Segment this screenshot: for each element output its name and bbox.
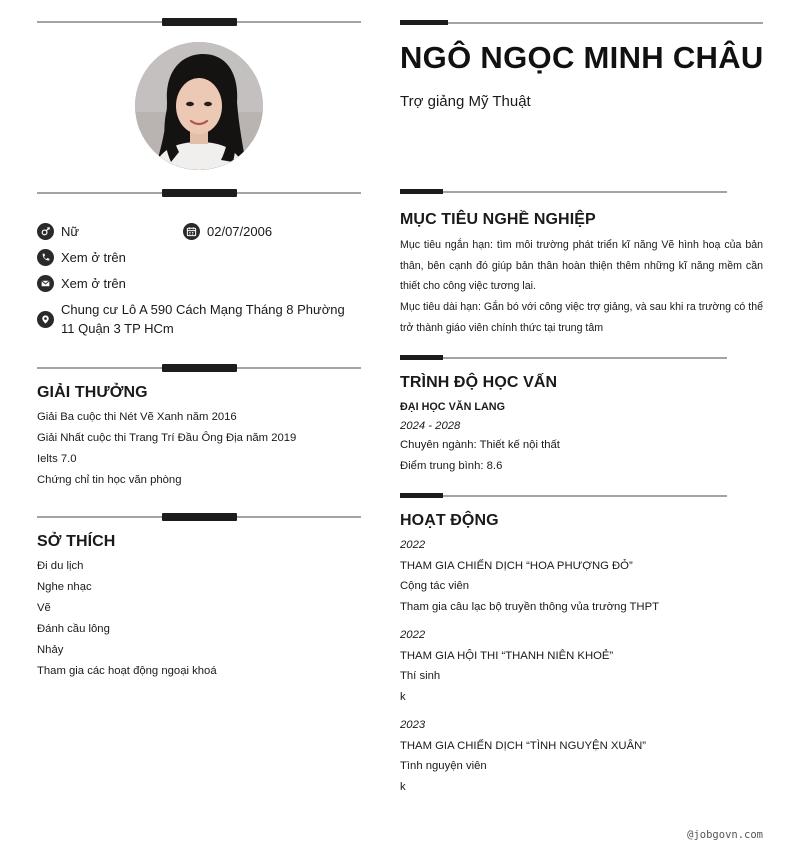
hobby-item: Tham gia các hoạt động ngoại khoá: [37, 665, 217, 677]
gender-value: Nữ: [61, 224, 80, 239]
award-item: Ielts 7.0: [37, 453, 77, 465]
activity-desc: k: [400, 780, 406, 793]
divider-below-avatar: [37, 189, 361, 197]
education-period: 2024 - 2028: [400, 420, 461, 432]
birthdate-value: 02/07/2006: [207, 224, 273, 239]
calendar-icon: [183, 223, 200, 240]
hobby-item: Vẽ: [37, 602, 51, 614]
education-gpa: Điểm trung bình: 8.6: [400, 460, 503, 472]
award-item: Chứng chỉ tin học văn phòng: [37, 474, 182, 486]
watermark: @jobgovn.com: [687, 829, 763, 841]
activities-title: HOẠT ĐỘNG: [400, 512, 499, 529]
award-item: Giải Ba cuộc thi Nét Vẽ Xanh năm 2016: [37, 411, 237, 423]
gender-icon: [37, 223, 54, 240]
objective-long-term: Mục tiêu dài hạn: Gắn bó với công việc trợ giảng, và sau khi ra trường có thể trở thành giáo viên chính thức tại trung tâm: [400, 301, 763, 334]
phone-icon: [37, 249, 54, 266]
activity-name: THAM GIA CHIẾN DỊCH “HOA PHƯỢNG ĐỎ”: [400, 559, 633, 572]
avatar: [135, 42, 263, 170]
hobbies-title: SỞ THÍCH: [37, 533, 116, 550]
email-value: Xem ở trên: [61, 276, 126, 291]
activity-year: 2023: [400, 719, 426, 731]
hobby-item: Nhảy: [37, 644, 64, 656]
hobbies-list: [37, 556, 217, 682]
divider-education: [400, 355, 727, 361]
hobby-item: Đi du lịch: [37, 560, 84, 572]
contact-birthdate: [183, 222, 272, 241]
activity-name: THAM GIA CHIẾN DỊCH “TÌNH NGUYỆN XUÂN”: [400, 739, 647, 752]
award-item: Giải Nhất cuộc thi Trang Trí Đầu Ông Địa năm 2019: [37, 432, 297, 444]
objective-title: MỤC TIÊU NGHỀ NGHIỆP: [400, 211, 596, 228]
location-icon: [37, 311, 54, 328]
divider-activities: [400, 493, 727, 499]
email-icon: [37, 275, 54, 292]
divider-awards: [37, 364, 361, 372]
divider-top-right: [400, 20, 763, 26]
activity-entry: [400, 625, 763, 707]
awards-list: [37, 407, 296, 491]
activity-entry: [400, 535, 763, 617]
candidate-name: NGÔ NGỌC MINH CHÂU: [400, 40, 764, 75]
objective-short-term: Mục tiêu ngắn hạn: tìm môi trường phát triển kĩ năng Vẽ hình hoạ của bản thân, bên cạnh đó giúp bản thân hoàn thiện thêm những kĩ năng mềm cần thiết cho công việc tương lai.: [400, 239, 763, 292]
activity-entry: [400, 715, 763, 797]
activity-desc: k: [400, 690, 406, 703]
education-title: TRÌNH ĐỘ HỌC VẤN: [400, 374, 558, 391]
activity-year: 2022: [400, 539, 426, 551]
activity-role: Tình nguyện viên: [400, 760, 487, 772]
divider-hobbies: [37, 513, 361, 521]
hobby-item: Đánh cầu lông: [37, 623, 110, 635]
address-value: Chung cư Lô A 590 Cách Mạng Tháng 8 Phường 11 Quận 3 TP HCm: [61, 302, 345, 336]
divider-top-left: [37, 18, 361, 26]
hobby-item: Nghe nhạc: [37, 581, 92, 593]
education-school: ĐẠI HỌC VĂN LANG: [400, 401, 505, 413]
contact-phone: [37, 248, 126, 267]
activity-year: 2022: [400, 629, 426, 641]
activity-name: THAM GIA HỘI THI “THANH NIÊN KHOẺ”: [400, 649, 614, 662]
phone-value: Xem ở trên: [61, 250, 126, 265]
divider-objective: [400, 189, 727, 195]
awards-title: GIẢI THƯỞNG: [37, 384, 148, 401]
education-major: Chuyên ngành: Thiết kế nội thất: [400, 439, 560, 451]
activity-role: Thí sinh: [400, 670, 441, 682]
candidate-role: Trợ giảng Mỹ Thuật: [400, 93, 531, 110]
contact-address: [37, 300, 361, 338]
activity-desc: Tham gia câu lạc bộ truyền thông vủa trường THPT: [400, 600, 660, 613]
contact-gender: [37, 222, 79, 241]
contact-email: [37, 274, 126, 293]
activity-role: Cộng tác viên: [400, 580, 470, 592]
